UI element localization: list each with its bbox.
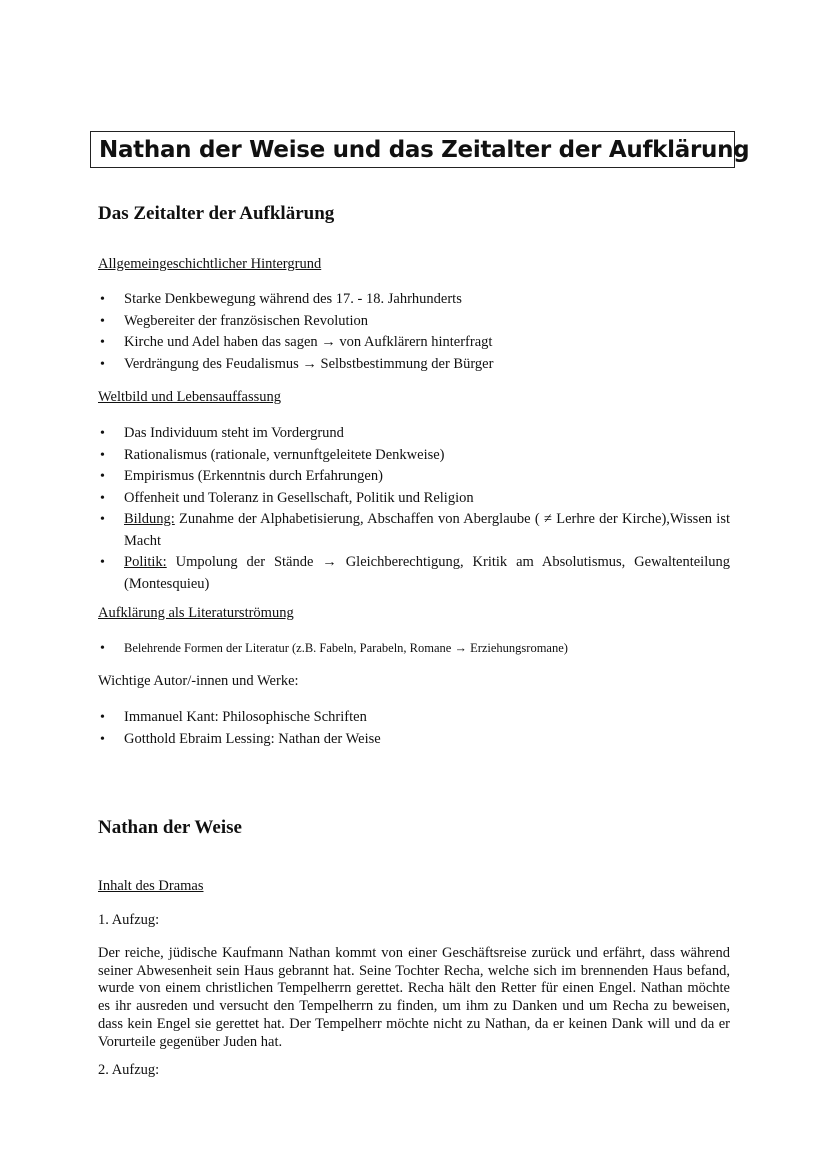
worldview-list	[98, 423, 730, 595]
list-item: • Verdrängung des Feudalismus → Selbstbestimmung der Bürger	[98, 354, 730, 376]
act2-label: 2. Aufzug:	[98, 1062, 160, 1078]
list-item: • Offenheit und Toleranz in Gesellschaft, Politik und Religion	[98, 488, 730, 510]
list-item: • Kirche und Adel haben das sagen → von Aufklärern hinterfragt	[98, 332, 730, 354]
list-item: • Empirismus (Erkenntnis durch Erfahrungen)	[98, 466, 730, 488]
politik-text: Umpolung der Stände → Gleichberechtigung, Kritik am Absolutismus, Gewaltenteilung (Montesquieu)	[124, 554, 730, 592]
list-item: • Immanuel Kant: Philosophische Schriften	[98, 707, 730, 729]
bildung-label: Bildung:	[124, 511, 175, 527]
list-item: • Starke Denkbewegung während des 17. - 18. Jahrhunderts	[98, 289, 730, 311]
authors-list	[98, 707, 730, 750]
act1-paragraph: Der reiche, jüdische Kaufmann Nathan kommt von einer Geschäftsreise zurück und erfährt, dass während seiner Abwesenheit sein Haus gebrannt hat. Seine Tochter Recha, welche sich im brennenden Haus befand, wurde von einem christlichen Tempelherrn gerettet. Recha hält den Retter für einen Engel. Nathan möchte es ihr ausreden und versucht den Tempelherrn zu finden, um ihm zu Danken und um Recha zu beweisen, dass kein Engel sie gerettet hat. Der Tempelherr möchte nicht zu Nathan, da er keinen Dank will und da er Vorurteile gegenüber Juden hat.	[98, 945, 730, 1050]
list-item: • Rationalismus (rationale, vernunftgeleitete Denkweise)	[98, 445, 730, 467]
subheading-background: Allgemeingeschichtlicher Hintergrund	[98, 256, 322, 272]
section-heading-nathan: Nathan der Weise	[98, 817, 242, 838]
subheading-worldview: Weltbild und Lebensauffassung	[98, 389, 281, 405]
authors-heading: Wichtige Autor/-innen und Werke:	[98, 673, 299, 689]
subheading-literature: Aufklärung als Literaturströmung	[98, 605, 294, 621]
literature-list	[98, 638, 730, 660]
section-heading-aufklaerung: Das Zeitalter der Aufklärung	[98, 203, 335, 224]
list-item-politik	[98, 552, 730, 595]
bildung-text: Zunahme der Alphabetisierung, Abschaffen von Aberglaube ( ≠ Lerhre der Kirche),Wissen ist Macht	[124, 511, 730, 549]
list-item: • Belehrende Formen der Literatur (z.B. Fabeln, Parabeln, Romane → Erziehungsromane)	[98, 638, 730, 660]
act1-label: 1. Aufzug:	[98, 912, 160, 928]
list-item: • Gotthold Ebraim Lessing: Nathan der Weise	[98, 729, 730, 751]
politik-label: Politik:	[124, 554, 167, 570]
list-item: • Das Individuum steht im Vordergrund	[98, 423, 730, 445]
list-item: • Wegbereiter der französischen Revolution	[98, 311, 730, 333]
list-item-bildung	[98, 509, 730, 552]
subheading-content: Inhalt des Dramas	[98, 878, 204, 894]
document-title: Nathan der Weise und das Zeitalter der Aufklärung	[90, 131, 735, 168]
background-list	[98, 289, 730, 375]
